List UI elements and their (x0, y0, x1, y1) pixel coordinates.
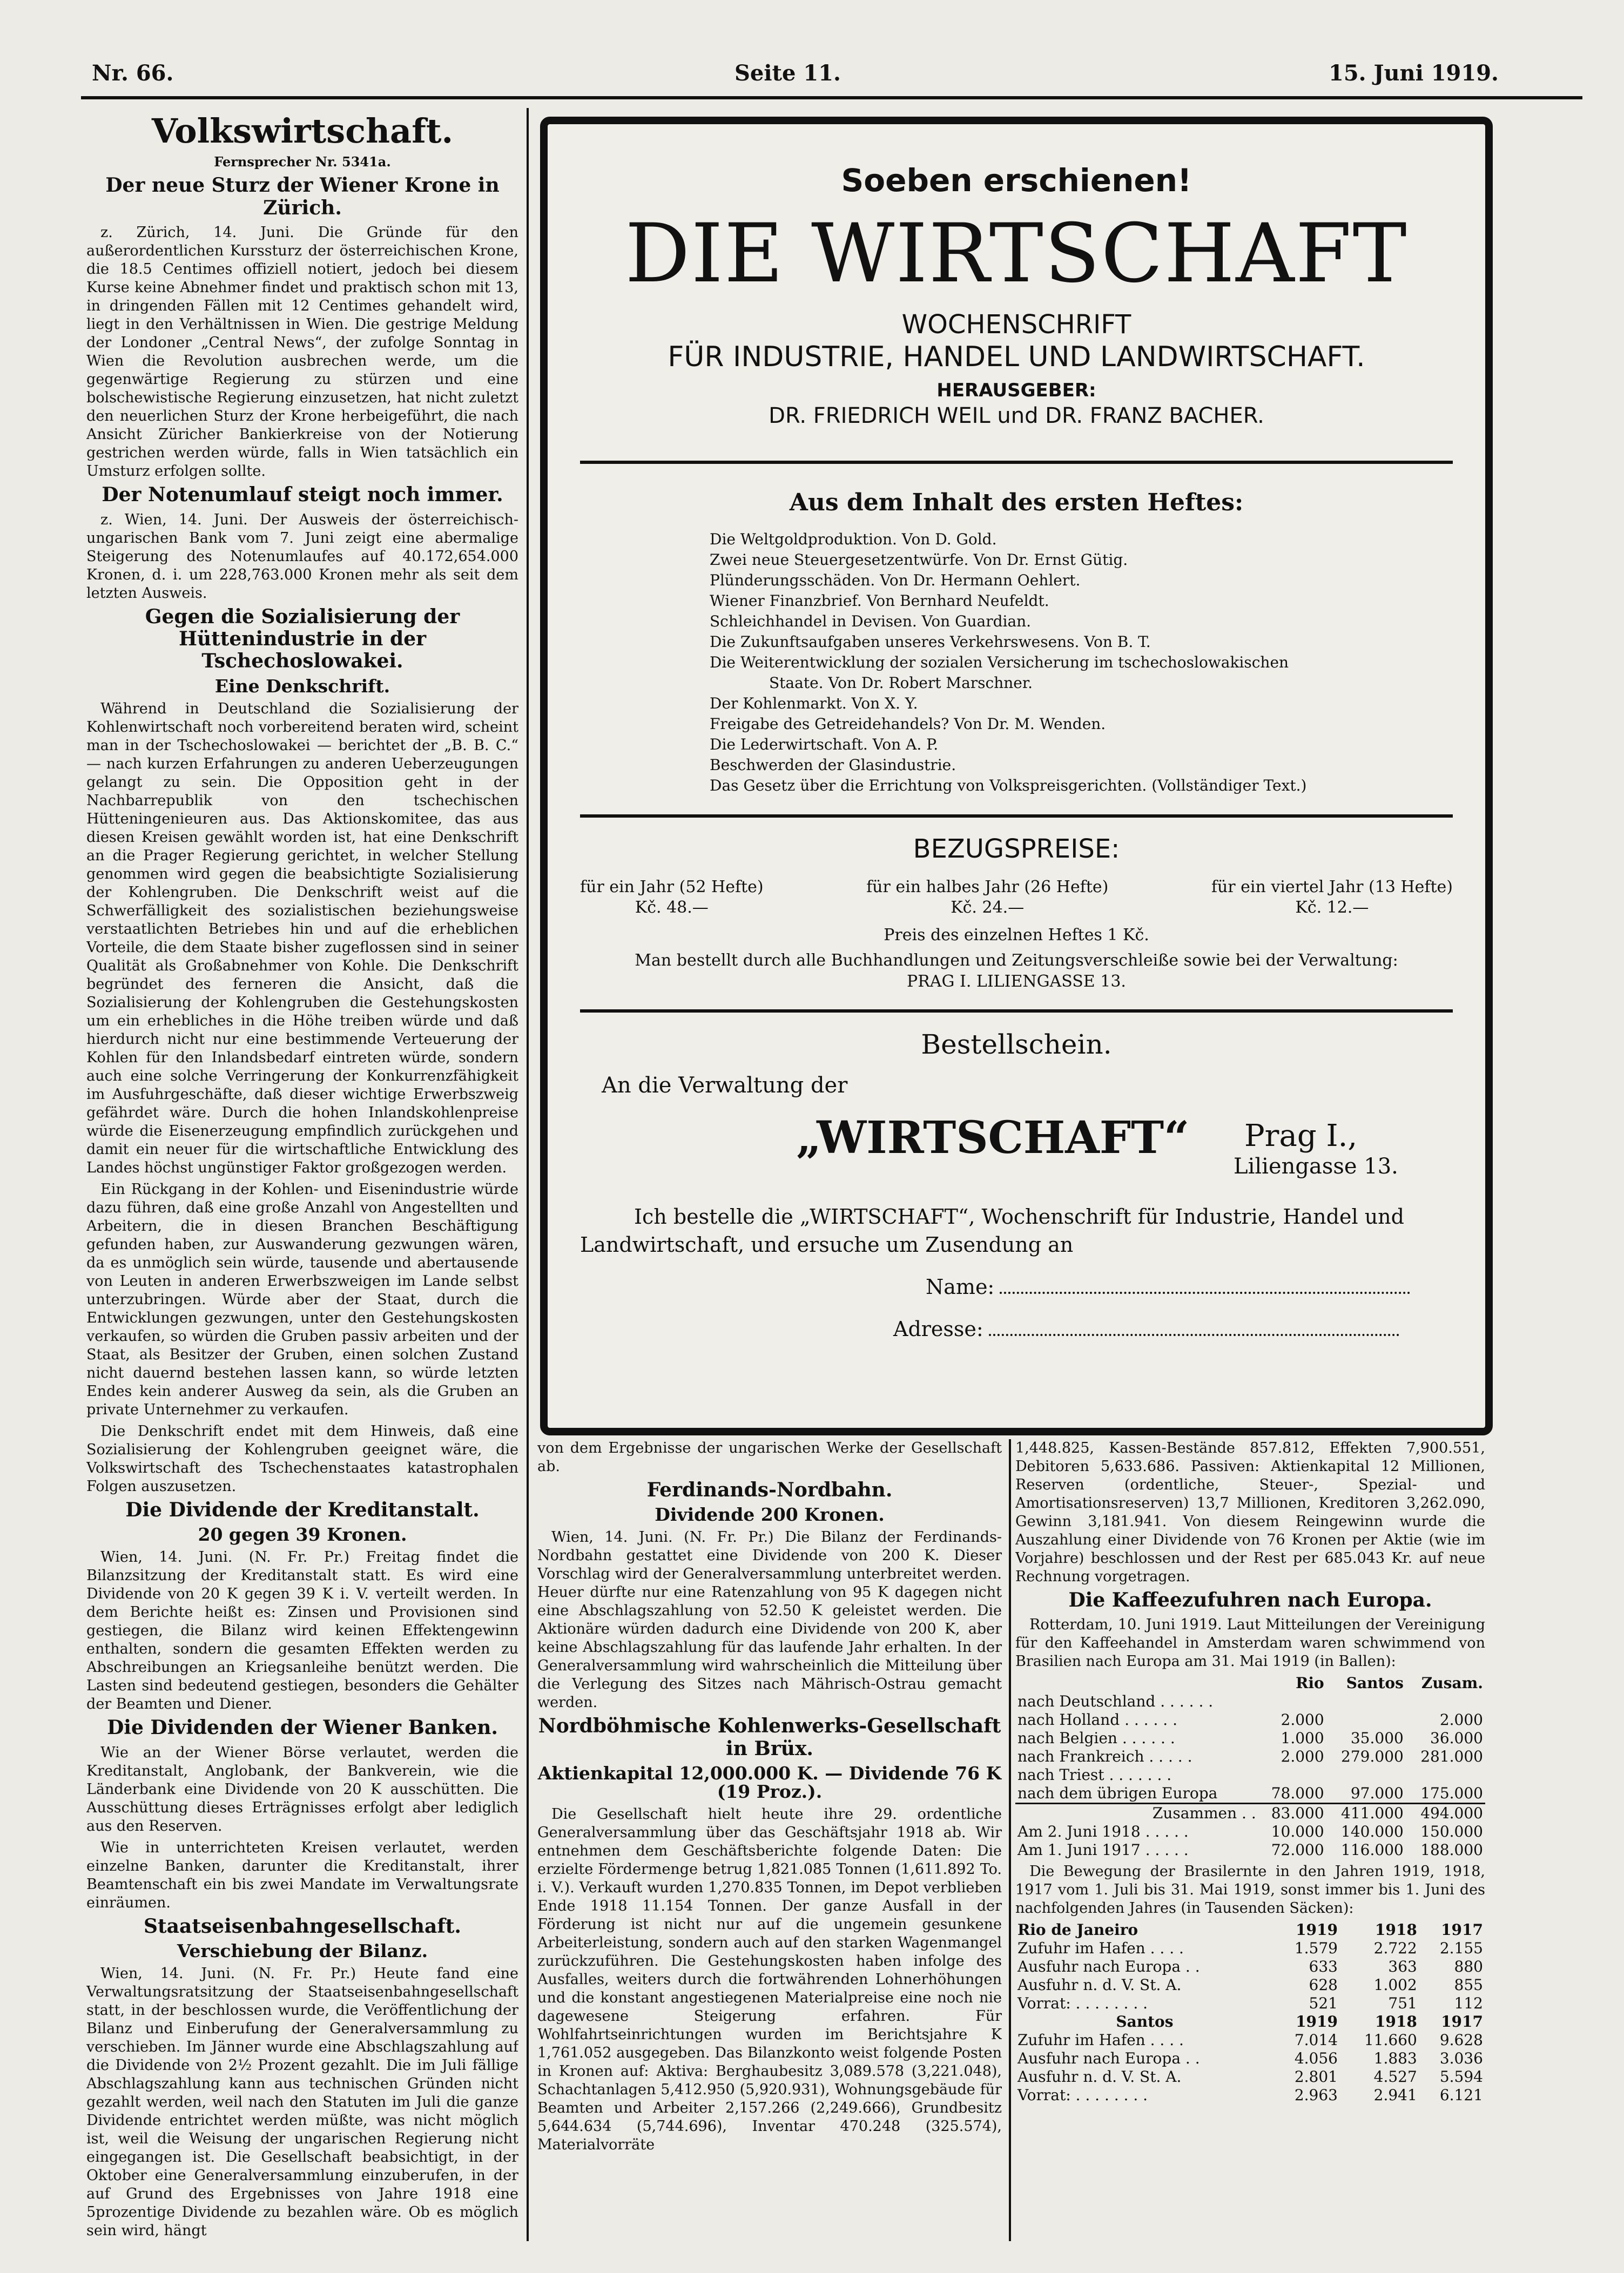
order-form-address-block (548, 1109, 1485, 1179)
price-label: für ein halbes Jahr (26 Hefte) (866, 878, 1109, 896)
issue-date: 15. Juni 1919. (1329, 60, 1499, 86)
order-form-city: Prag I., (1244, 1118, 1358, 1154)
article-text: Wie an der Wiener Börse verlautet, werden die Kreditanstalt, Anglobank, der Bankverein, wie die Länderbank eine Dividende von 20 K ausschütten. Die Ausschüttung dieses Erträgnisses erfolgt aber lediglich aus den Reserven. (86, 1744, 518, 1834)
article-continuation: von dem Ergebnisse der ungarischen Werke der Gesellschaft ab. (537, 1440, 1002, 1475)
article-title: Der neue Sturz der Wiener Krone in Zürich. (105, 174, 500, 219)
article-title: Die Kaffeezufuhren nach Europa. (1068, 1589, 1432, 1611)
table-row: Zufuhr im Hafen . . . . 1.579 2.722 2.155 (1017, 1939, 1483, 1958)
order-form-address-row (893, 1317, 1485, 1341)
name-label: Name: (926, 1275, 995, 1299)
article-title: Staatseisenbahngesellschaft. (144, 1914, 461, 1938)
price-half-year (866, 877, 1108, 918)
table-row: nach dem übrigen Europa 78.000 97.000 175.000 (1017, 1784, 1483, 1803)
price-label: für ein viertel Jahr (13 Hefte) (1211, 878, 1453, 896)
table-row: Ausfuhr n. d. V. St. A. 628 1.002 855 (1017, 1976, 1483, 1994)
ad-title: DIE WIRTSCHAFT (625, 207, 1408, 301)
single-price: Preis des einzelnen Heftes 1 Kč. (884, 926, 1149, 945)
article-text: Wie in unterrichteten Kreisen verlautet, werden einzelne Banken, darunter die Kreditanstalt, ihrer Beamtenschaft ein bis zwei Mandate im Verwaltungsrate einräumen. (86, 1839, 518, 1911)
table-sum-row: Zusammen . . 83.000 411.000 494.000 (1015, 1804, 1485, 1823)
name-field[interactable] (1000, 1276, 1410, 1294)
order-form-title: Bestellschein. (921, 1029, 1112, 1060)
article-subtitle: 20 gegen 39 Kronen. (198, 1524, 407, 1546)
table-row: Vorrat: . . . . . . . . 521 751 112 (1017, 1994, 1483, 2013)
column-header: Zusam. (1421, 1674, 1483, 1692)
article-subtitle: Verschiebung der Bilanz. (177, 1940, 428, 1961)
table-row: Am 1. Juni 1917 . . . . . 72.000 116.000 188.000 (1017, 1841, 1483, 1859)
article-title: Der Notenumlauf steigt noch immer. (102, 483, 503, 507)
address-label: Adresse: (893, 1317, 983, 1341)
address-field[interactable] (989, 1318, 1399, 1336)
ad-editors-label: HERAUSGEBER: (936, 380, 1096, 401)
article-title: Nordböhmische Kohlenwerks-Gesellschaft in Brüx. (538, 1715, 1001, 1760)
table-header-row (1015, 1674, 1485, 1692)
column-right (1015, 1439, 1485, 2241)
column-divider (1009, 1439, 1011, 2241)
toc-item: Das Gesetz über die Errichtung von Volkspreisgerichten. (Vollständiger Text.) (710, 777, 1307, 794)
price-quarter-year (1211, 877, 1453, 918)
header-rule (81, 96, 1582, 99)
article-subtitle: Aktienkapital 12,000.000 K. — Dividende 76 K (19 Proz.). (537, 1763, 1002, 1803)
table-row: Ausfuhr n. d. V. St. A. 2.801 4.527 5.594 (1017, 2068, 1483, 2086)
article-text: Wien, 14. Juni. (N. Fr. Pr.) Die Bilanz der Ferdinands-Nordbahn gestattet eine Dividende von 200 K. Dieser Vorschlag wird der Generalversammlung unterbreitet werden. Heuer dürfte nur eine Ratenzahlung von 95 K dagegen nicht eine Abschlagszahlung von 52.50 K geleistet werden. Die Aktionäre würden dadurch eine Dividende von 200 K, aber keine Abschlagszahlung für das laufende Jahr erhalten. In der Generalversammlung wird wahrscheinlich die Mitteilung über die Verlegung des Sitzes nach Mährisch-Ostrau gemacht werden. (537, 1529, 1002, 1711)
toc-item: Freigabe des Getreidehandels? Von Dr. M. Wenden. (710, 715, 1106, 733)
toc-item: Beschwerden der Glasindustrie. (710, 756, 956, 774)
article-text: Rotterdam, 10. Juni 1919. Laut Mitteilungen der Vereinigung für den Kaffeehandel in Amsterdam waren schwimmend von Brasilien nach Europa am 31. Mai 1919 (in Ballen): (1015, 1616, 1485, 1670)
article-text: z. Wien, 14. Juni. Der Ausweis der österreichisch-ungarischen Bank vom 7. Juni zeigt eine abermalige Steigerung des Notenumlaufes auf 40.172,654.000 Kronen, d. i. um 228,763.000 Kronen mehr als seit dem letzten Ausweis. (86, 511, 518, 602)
toc-title: Aus dem Inhalt des ersten Heftes: (789, 489, 1244, 516)
article-subtitle: Dividende 200 Kronen. (655, 1504, 885, 1526)
price-value: Kč. 48.— (635, 898, 709, 917)
table-row: Am 2. Juni 1918 . . . . . 10.000 140.000 150.000 (1017, 1823, 1483, 1841)
toc-item: Der Kohlenmarkt. Von X. Y. (710, 694, 918, 712)
toc-list (710, 529, 1485, 796)
article-continuation: 1,448.825, Kassen-Bestände 857.812, Effekten 7,900.551, Debitoren 5,633.686. Passiven: Aktienkapital 12 Millionen, Reserven (ordentliche, Steuer-, Spezial- und Amortisationsreserven) 13,7 Millionen, Kreditoren 3,262.090, Gewinn 3,181.941. Von diesem Reingewinn wurde die Auszahlung einer Dividende von 76 Kronen per Aktie (wie im Vorjahre) beschlossen und der Rest per 685.043 Kr. auf neue Rechnung vorgetragen. (1015, 1440, 1485, 1585)
ad-subtitle: WOCHENSCHRIFT (901, 309, 1131, 340)
toc-item: Die Weltgoldproduktion. Von D. Gold. (710, 530, 997, 548)
article-title: Ferdinands-Nordbahn. (646, 1479, 893, 1501)
table-row: nach Frankreich . . . . . 2.000 279.000 281.000 (1017, 1748, 1483, 1766)
table-header-row: Rio de Janeiro 1919 1918 1917 (1017, 1921, 1483, 1939)
order-form-street: Liliengasse 13. (1234, 1154, 1398, 1179)
coffee-shipments-table (1015, 1674, 1485, 1859)
article-title: Die Dividenden der Wiener Banken. (107, 1716, 498, 1739)
article-text: Die Gesellschaft hielt heute ihre 29. ordentliche Generalversammlung über das Geschäftsjahr 1918 ab. Wir entnehmen dem Geschäftsberichte folgende Daten: Die erzielte Fördermenge betrug 1,821.085 Tonnen (1,611.892 To. i. V.). Verkauft wurden 1,270.835 Tonnen, im Depot verblieben Ende 1918 11.154 Tonnen. Der ganze Ausfall in der Förderung ist nicht nur auf die ungemein gesunkene Arbeiterleistung, sondern auch auf den starken Wagenmangel zurückzuführen. Die Gestehungskosten haben infolge des Ausfalles, weiters durch die fortwährenden Lohnerhöhungen und die konstant angestiegenen Materialpreise eine noch nie dagewesene Steigerung erfahren. Für Wohlfahrtseinrichtungen wurden im Berichtsjahre K 1,761.052 ausgegeben. Das Bilanzkonto weist folgende Posten in Kronen auf: Aktiva: Berghaubesitz 3,089.578 (3,221.048), Schachtanlagen 5,412.950 (5,920.931), Wohnungsgebäude für Beamten und Arbeiter 2,157.266 (2,249.666), Grundbesitz 5,644.634 (5,744.696), Inventar 470.248 (325.574), Materialvorräte (537, 1806, 1002, 2154)
ad-rule (580, 461, 1453, 464)
brazil-harvest-table (1015, 1921, 1485, 2105)
article-title: Gegen die Sozialisierung der Hüttenindustrie in der Tschechoslowakei. (145, 605, 460, 673)
article-text: Wien, 14. Juni. (N. Fr. Pr.) Heute fand eine Verwaltungsratsitzung der Staatseisenbahngesellschaft statt, in der beschlossen wurde, die Veröffentlichung der Bilanz und Einberufung der Generalversammlung zu verschieben. Im Jänner wurde eine Abschlagszahlung auf die Dividende von 2½ Prozent gezahlt. Die im Juli fällige Abschlagszahlung kann aus technischen Gründen nicht gezahlt werden, weil nach den Statuten im Juli die ganze Dividende entrichtet werden müßte, was nicht möglich ist, weil die Weisung der ungarischen Regierung nicht eingegangen ist. Die Gesellschaft beabsichtigt, in der Oktober eine Generalversammlung einzuberufen, in der auf Grund des Ergebnisses von Jahre 1918 eine 5prozentige Dividende zu bezahlen wäre. Ob es möglich sein wird, hängt (86, 1965, 518, 2239)
order-form-recipient: An die Verwaltung der (602, 1073, 848, 1098)
article-text: Die Denkschrift endet mit dem Hinweis, daß eine Sozialisierung der Kohlengruben geeignet wäre, die Volkswirtschaft des Tschechenstaates katastrophalen Folgen auszusetzen. (86, 1422, 518, 1495)
table-row: Ausfuhr nach Europa . . 4.056 1.883 3.036 (1017, 2049, 1483, 2068)
ad-editors: DR. FRIEDRICH WEIL und DR. FRANZ BACHER. (769, 403, 1264, 428)
section-title: Volkswirtschaft. (151, 111, 454, 151)
price-value: Kč. 24.— (951, 898, 1025, 917)
article-text: z. Zürich, 14. Juni. Die Gründe für den außerordentlichen Kurssturz der österreichischen Krone, die 18.5 Centimes offiziell notiert, jedoch bei diesem Kurse keine Abnehmer findet und praktisch schon mit 13, in dringenden Fällen mit 12 Centimes gehandelt wird, liegt in den Verhältnissen in Wien. Die gestrige Meldung der Londoner „Central News“, der zufolge Sonntag in Wien die Revolution ausbrechen werde, um die gegenwärtige Regierung zu stürzen und eine bolschewistische Regierung einzusetzen, hat nicht zuletzt den neuerlichen Sturz der Krone herbeigeführt, die nach Ansicht Züricher Bankierkreise von der Notierung gestrichen werden würde, falls in Wien tatsächlich ein Umsturz erfolgen sollte. (86, 224, 518, 480)
ad-rule (580, 1009, 1453, 1013)
price-year (580, 877, 764, 918)
advertisement-box (540, 117, 1493, 1435)
table-row: Vorrat: . . . . . . . . 2.963 2.941 6.121 (1017, 2086, 1483, 2105)
column-left (86, 108, 518, 2241)
article-text: Wien, 14. Juni. (N. Fr. Pr.) Freitag findet die Bilanzsitzung der Kreditanstalt statt. Es wird eine Dividende von 20 K gegen 39 K i. V. verteilt werden. In dem Berichte heißt es: Zinsen und Provisionen sind gestiegen, die Bilanz wird keinen Effektengewinn enthalten, sondern die gesamten Effekten werden zu Abschreibungen an Kriegsanleihe benützt werden. Die Lasten sind bedeutend gestiegen, besonders die Gehälter der Beamten und Diener. (86, 1549, 518, 1713)
telephone-line: Fernsprecher Nr. 5341a. (214, 154, 391, 170)
issue-number: Nr. 66. (92, 60, 174, 86)
order-form-journal-name: „WIRTSCHAFT“ (796, 1112, 1190, 1164)
article-subtitle: Eine Denkschrift. (214, 675, 390, 697)
page-number: Seite 11. (734, 60, 841, 86)
toc-item: Plünderungsschäden. Von Dr. Hermann Oehlert. (710, 571, 1081, 589)
ad-subtitle-2: FÜR INDUSTRIE, HANDEL UND LANDWIRTSCHAFT. (668, 341, 1365, 373)
table-row: Ausfuhr nach Europa . . 633 363 880 (1017, 1958, 1483, 1976)
article-text: Während in Deutschland die Sozialisierung der Kohlenwirtschaft noch vorbereitend beraten wird, scheint man in der Tschechoslowakei — berichtet der „B. B. C.“ — nach kurzen Erfahrungen zu anderen Ueberzeugungen gelangt zu sein. Die Opposition geht in der Nachbarrepublik von den tschechischen Hütteningenieuren aus. Das Aktionskomitee, das aus diesen Kreisen gewählt worden ist, hat eine Denkschrift an die Prager Regierung gerichtet, in welcher Stellung genommen wird gegen die beabsichtigte Sozialisierung der Kohlengruben. Die Denkschrift weist auf die Schwerfälligkeit des sozialistischen beziehungsweise verstaatlichten Betriebes hin und auf die erheblichen Vorteile, die dem Staate bisher zugeflossen sind in seiner Qualität als Großabnehmer von Kohle. Die Denkschrift begründet des ferneren die Ansicht, daß die Sozialisierung der Kohlengruben die Gestehungskosten um ein erhebliches in die Höhe treiben würde und daß hierdurch nicht nur eine bestimmende Verteuerung der Kohlen für den Inlandsbedarf eintreten würde, sondern auch eine solche Verringerung der Konkurrenzfähigkeit im Ausfuhrgeschäfte, daß dieser wichtige Erwerbszweig gefährdet wäre. Durch die hohen Inlandskohlenpreise würde die Eisenerzeugung empfindlich zurückgehen und damit ein neuer für die wirtschaftliche Entwicklung des Landes höchst ungünstiger Faktor großgezogen werden. (86, 700, 518, 1176)
prices-title: BEZUGSPREISE: (913, 834, 1120, 864)
order-address: PRAG I. LILIENGASSE 13. (907, 972, 1126, 991)
ad-rule (580, 814, 1453, 818)
table-row: nach Triest . . . . . . . (1017, 1766, 1172, 1784)
price-value: Kč. 12.— (1295, 898, 1369, 917)
toc-item: Die Weiterentwicklung der sozialen Versicherung im tschechoslowakischen (710, 653, 1289, 671)
toc-item: Wiener Finanzbrief. Von Bernhard Neufeldt. (710, 592, 1049, 610)
order-form-name-row (926, 1275, 1485, 1299)
column-header: Santos (1346, 1674, 1404, 1692)
order-form-text: Ich bestelle die „WIRTSCHAFT“, Wochenschrift für Industrie, Handel und Landwirtschaft, und ersuche um Zusendung an (580, 1205, 1404, 1257)
article-text: Die Bewegung der Brasilernte in den Jahren 1919, 1918, 1917 vom 1. Juli bis 31. Mai 1919, sonst immer bis 1. Juni des nachfolgenden Jahres (in Tausenden Säcken): (1015, 1863, 1485, 1917)
table-row: Zufuhr im Hafen . . . . 7.014 11.660 9.628 (1017, 2031, 1483, 2049)
toc-item: Schleichhandel in Devisen. Von Guardian. (710, 612, 1032, 630)
toc-item: Staate. Von Dr. Robert Marschner. (769, 674, 1033, 692)
column-header: Rio (1296, 1674, 1324, 1692)
toc-item: Die Lederwirtschaft. Von A. P. (710, 736, 939, 753)
column-middle (537, 1439, 1002, 2241)
table-row: nach Belgien . . . . . . 1.000 35.000 36.000 (1017, 1729, 1483, 1748)
article-text: Ein Rückgang in der Kohlen- und Eisenindustrie würde dazu führen, daß eine große Anzahl von Angestellten und Arbeitern, die in diesen Branchen Beschäftigung gefunden haben, zur Auswanderung gezwungen wären, da es unmöglich sein würde, tausende und abertausende von Leuten in anderen Erwerbszweigen im Lande selbst unterzubringen. Würde aber der Staat, durch die Entwicklungen gezwungen, unter den Gestehungskosten verkaufen, so würden die Gruben passiv arbeiten und der Staat, als Besitzer der Gruben, einen solchen Zustand nicht dauernd bestehen lassen kann, so würde letzten Endes kein anderer Ausweg da sein, als die Gruben an private Unternehmer zu verkaufen. (86, 1181, 518, 1418)
table-row: nach Deutschland . . . . . . (1017, 1692, 1214, 1711)
table-header-row: Santos 1919 1918 1917 (1116, 2013, 1483, 2031)
price-label: für ein Jahr (52 Hefte) (580, 878, 764, 896)
ad-announcement: Soeben erschienen! (841, 162, 1192, 199)
article-title: Die Dividende der Kreditanstalt. (125, 1498, 480, 1521)
toc-item: Zwei neue Steuergesetzentwürfe. Von Dr. Ernst Gütig. (710, 551, 1128, 569)
order-info: Man bestellt durch alle Buchhandlungen und Zeitungsverschleiße sowie bei der Verwaltung: (635, 951, 1398, 970)
prices-table (580, 877, 1453, 918)
toc-item: Die Zukunftsaufgaben unseres Verkehrswesens. Von B. T. (710, 633, 1151, 651)
column-divider (527, 108, 529, 2241)
table-row: nach Holland . . . . . . 2.000 2.000 (1017, 1711, 1483, 1729)
